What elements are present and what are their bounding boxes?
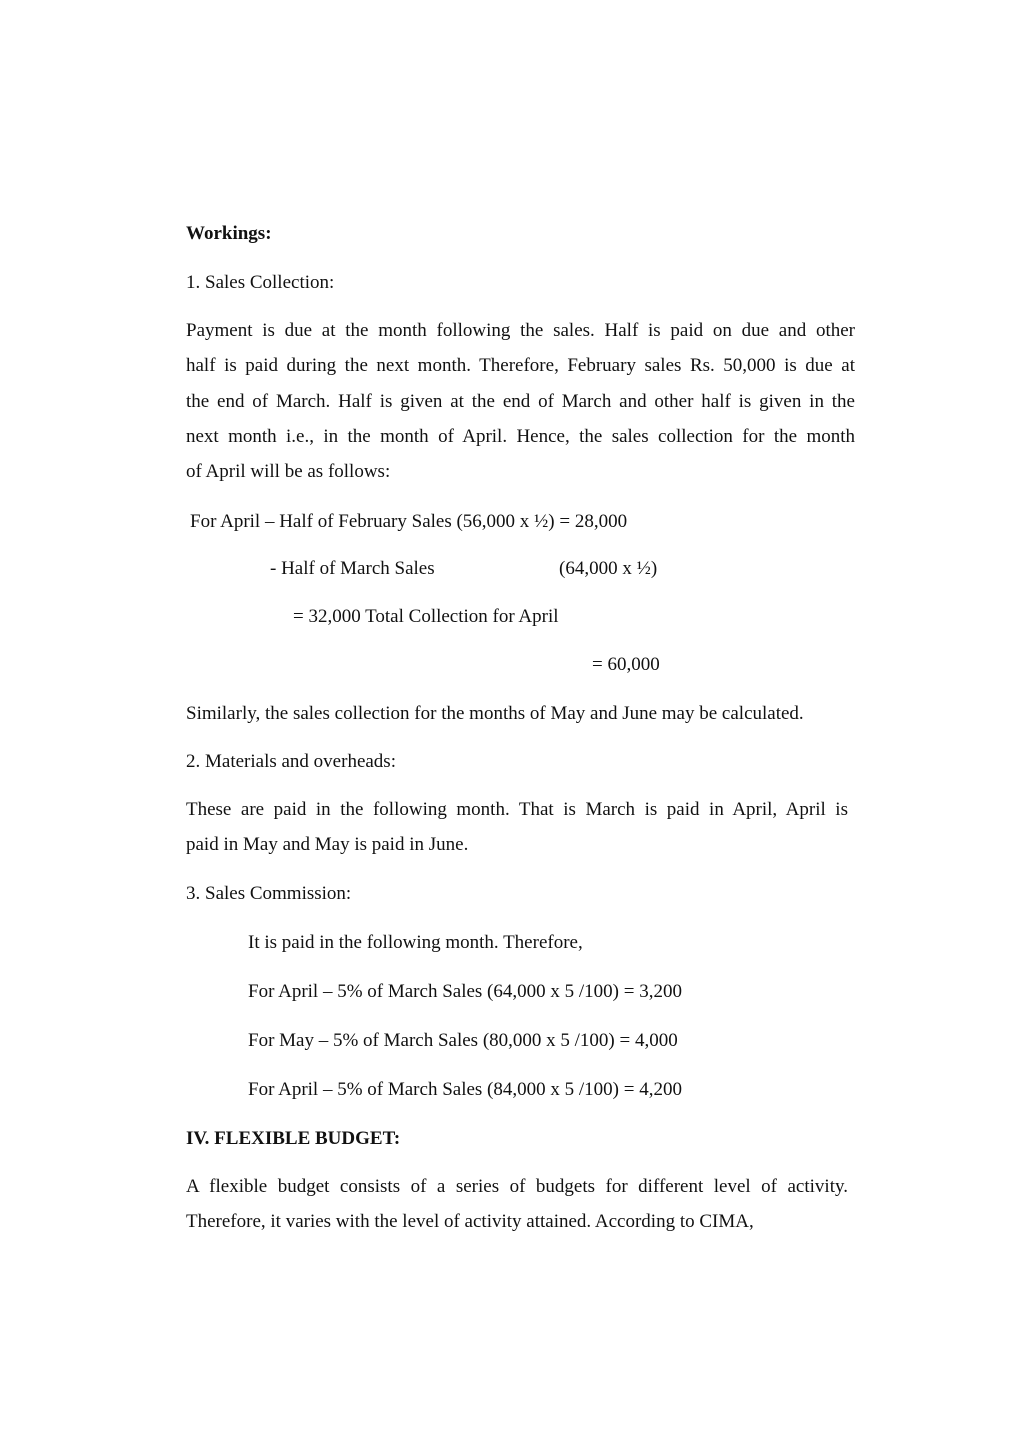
paragraph-line: These are paid in the following month. That is March is paid in April, April is <box>186 799 848 820</box>
commission-line: For April – 5% of March Sales (64,000 x 5 /100) = 3,200 <box>248 981 682 1002</box>
paragraph-line: the end of March. Half is given at the end of March and other half is given in the <box>186 391 855 412</box>
paragraph-line: Payment is due at the month following the sales. Half is paid on due and other <box>186 320 855 341</box>
calc-line-3: = 32,000 Total Collection for April <box>293 606 559 627</box>
calc-line-1: For April – Half of February Sales (56,000 x ½) = 28,000 <box>190 511 628 532</box>
calc-line-2-value: (64,000 x ½) <box>559 558 658 579</box>
commission-heading: 3. Sales Commission: <box>186 883 352 904</box>
calc-line-4: = 60,000 <box>592 654 660 675</box>
commission-intro: It is paid in the following month. Therefore, <box>248 932 583 953</box>
paragraph-line: next month i.e., in the month of April. Hence, the sales collection for the month <box>186 426 855 447</box>
sales-collection-heading: 1. Sales Collection: <box>186 272 335 293</box>
paragraph-line: Therefore, it varies with the level of activity attained. According to CIMA, <box>186 1211 754 1232</box>
paragraph-line: of April will be as follows: <box>186 461 391 482</box>
materials-heading: 2. Materials and overheads: <box>186 751 396 772</box>
commission-line: For May – 5% of March Sales (80,000 x 5 /100) = 4,000 <box>248 1030 678 1051</box>
calc-line-2-label: - Half of March Sales <box>270 558 435 579</box>
workings-heading: Workings: <box>186 223 272 244</box>
commission-line: For April – 5% of March Sales (84,000 x 5 /100) = 4,200 <box>248 1079 682 1100</box>
paragraph-line: A flexible budget consists of a series of budgets for different level of activity. <box>186 1176 848 1197</box>
flexible-budget-heading: IV. FLEXIBLE BUDGET: <box>186 1128 401 1149</box>
paragraph-line: half is paid during the next month. Therefore, February sales Rs. 50,000 is due at <box>186 355 855 376</box>
similarly-line: Similarly, the sales collection for the months of May and June may be calculated. <box>186 703 804 724</box>
paragraph-line: paid in May and May is paid in June. <box>186 834 469 855</box>
